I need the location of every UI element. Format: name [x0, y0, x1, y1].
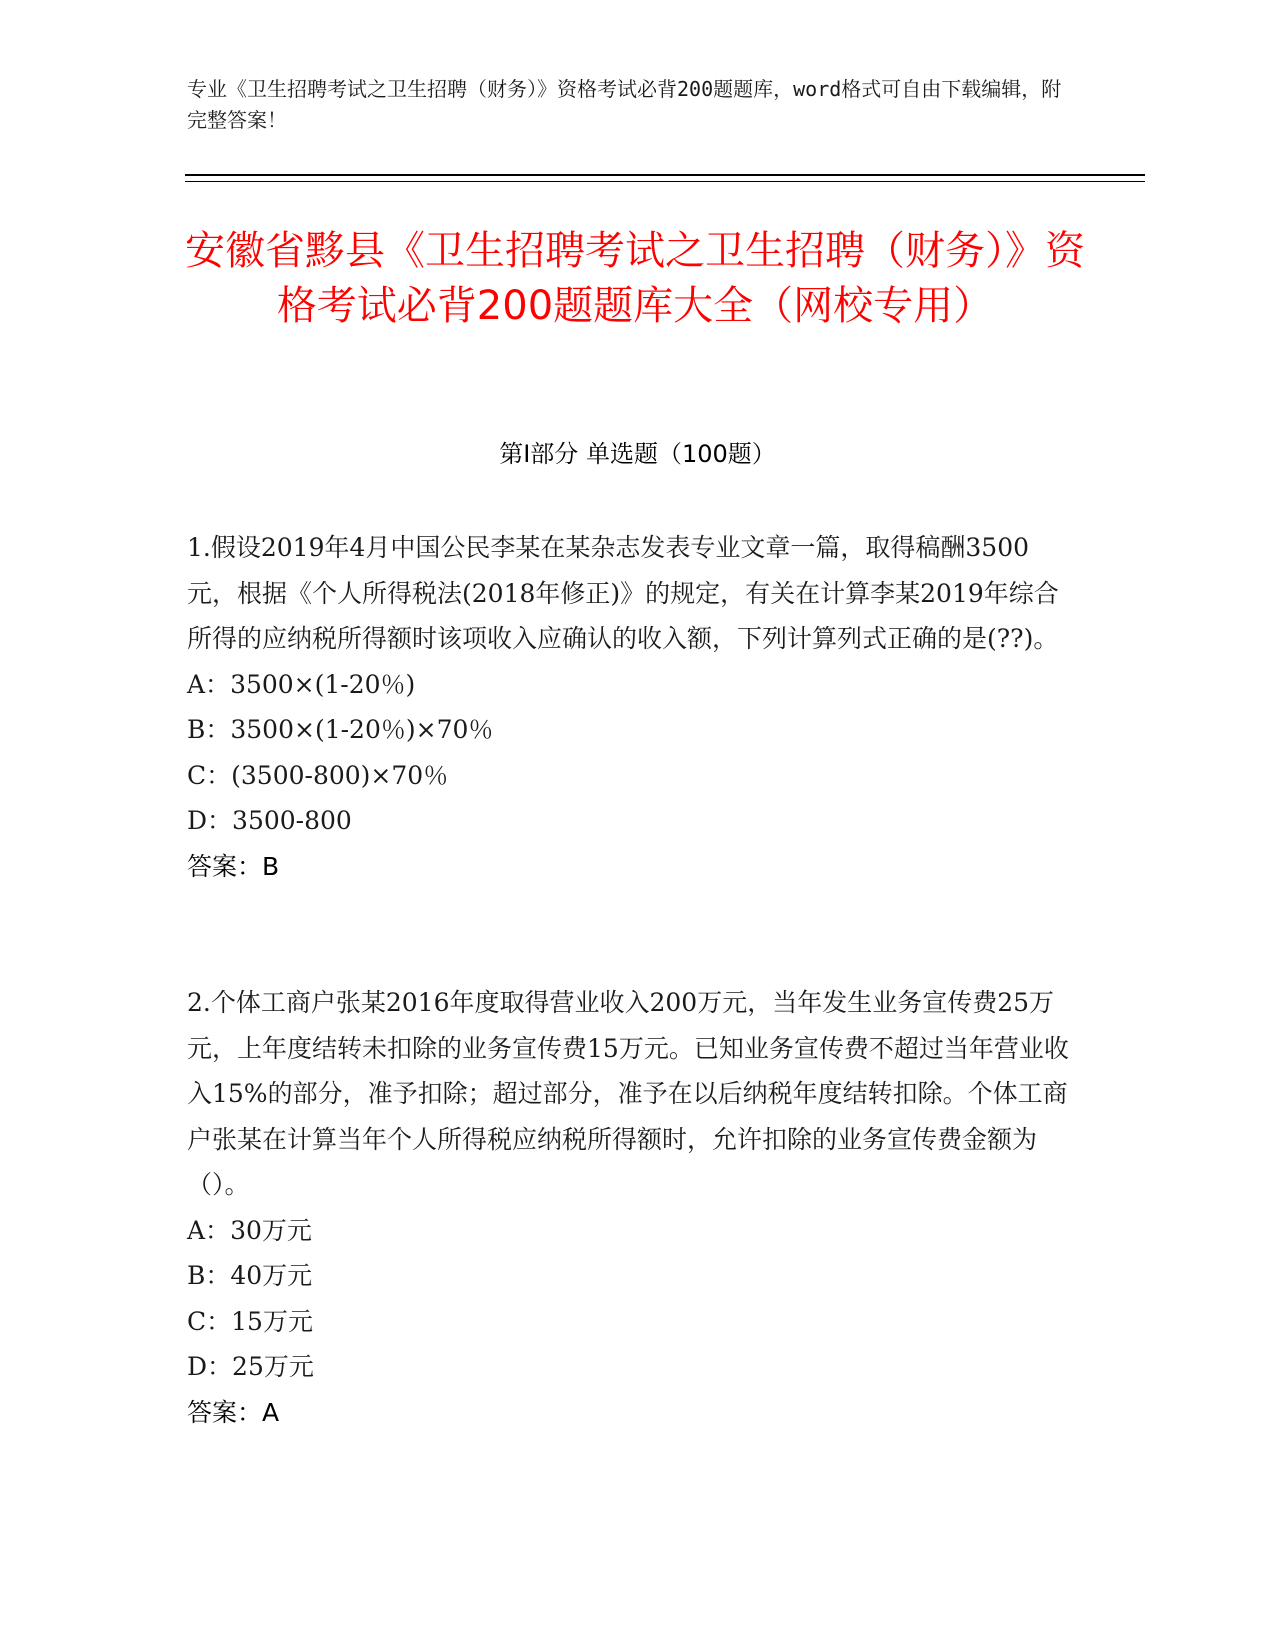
option-d — [187, 798, 1077, 844]
option-label: D： — [187, 1352, 233, 1381]
option-text: 3500×(1-20％) — [230, 669, 416, 699]
option-label: C： — [187, 760, 232, 790]
question-stem: 1.假设2019年4月中国公民李某在某杂志发表专业文章一篇，取得稿酬3500元，根据《个人所得税法(2018年修正)》的规定，有关在计算李某2019年综合所得的应纳税所得额时该项收入应确认的收入额，下列计算列式正确的是(??)。 — [187, 533, 1059, 653]
option-label: C： — [187, 1306, 232, 1336]
option-b — [187, 1253, 1077, 1299]
section-heading: 第I部分 单选题（100题） — [499, 440, 776, 468]
option-text: 3500×(1-20％)×70％ — [230, 715, 494, 744]
option-d — [187, 1344, 1077, 1390]
option-a — [187, 662, 1077, 708]
option-text: (3500-800)×70％ — [231, 760, 449, 790]
option-label: A： — [187, 669, 231, 699]
option-text: 40万元 — [230, 1261, 313, 1290]
option-text: 15万元 — [231, 1306, 313, 1336]
document-title: 安徽省黟县《卫生招聘考试之卫生招聘（财务）》资格考试必背200题题库大全（网校专用） — [185, 228, 1085, 329]
option-c — [187, 1299, 1077, 1345]
option-label: B： — [187, 715, 231, 744]
answer-line: 答案：A — [187, 1397, 280, 1427]
option-label: D： — [187, 806, 233, 835]
option-text: 30万元 — [230, 1215, 312, 1245]
question-1 — [187, 525, 1077, 889]
option-label: B： — [187, 1261, 231, 1290]
header-divider-thin — [185, 181, 1145, 182]
header-note: 专业《卫生招聘考试之卫生招聘（财务）》资格考试必背200题题库，word格式可自由下载编辑，附完整答案！ — [187, 77, 1062, 132]
option-b — [187, 707, 1077, 753]
answer-line: 答案：B — [187, 851, 280, 881]
option-label: A： — [187, 1215, 231, 1245]
question-stem: 2.个体工商户张某2016年度取得营业收入200万元，当年发生业务宣传费25万元，上年度结转未扣除的业务宣传费15万元。已知业务宣传费不超过当年营业收入15%的部分，准予扣除；超过部分，准予在以后纳税年度结转扣除。个体工商户张某在计算当年个人所得税应纳税所得额时，允许扣除的业务宣传费金额为（）。 — [187, 988, 1069, 1199]
question-2 — [187, 980, 1077, 1435]
option-c — [187, 753, 1077, 799]
option-a — [187, 1208, 1077, 1254]
option-text: 3500-800 — [232, 806, 352, 835]
header-divider-thick — [185, 174, 1145, 176]
option-text: 25万元 — [232, 1352, 314, 1381]
